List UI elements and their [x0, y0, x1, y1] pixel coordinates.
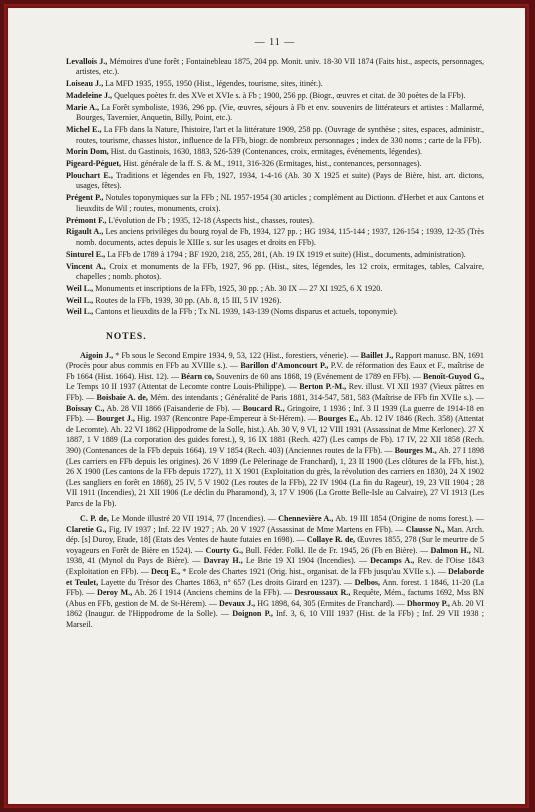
- note-author: Davray H.,: [203, 556, 243, 566]
- notes-section: [66, 351, 484, 631]
- note-text: Man. Arch. dép. [s] Duroy, Etude, 18] (Etats des Ventes de haute futaies en 1698). —: [66, 524, 484, 545]
- entry-author: Weil L.,: [66, 307, 94, 317]
- bibliography-entry: [66, 193, 484, 214]
- bibliography-entry: [66, 227, 484, 248]
- entry-text: La Forêt symboliste, 1936, 296 pp. (Vie, œuvres, séjours à Fb et env. souvenirs de littérateurs et artistes : Mallarmé, Bourges, Tavernier, Anquetin, Billy, Point, etc.).: [76, 102, 484, 123]
- note-author: Bourges M.,: [394, 446, 437, 455]
- bibliography-entry: [66, 147, 484, 158]
- note-text: Ab. 28 VII 1866 (Faisanderie de Fb). —: [104, 403, 243, 413]
- bibliography-entry: [66, 103, 484, 124]
- note-text: Ab. 12 IV 1846 (Rech. 358) (Attentat de Lecomte). Ab. 22 VI 1862 (Hippodrome de la Solle, hist.). Ab. 30 V, 9 VI, 12 VIII 1931 (Assassinat de Mme Kerlonec). 27 X 1887, 1 V 1889 (La corporation des guides forest.), 9, 16 IX 1881 (Rech. 427) (Les camps de Fb). 17 IV, 22 XII 1858 (Rech. 390) (Contenances de la FFb depuis 1664). 19 V 1854 (Rech. 403) (Anciennes routes de la FFb). —: [66, 414, 484, 455]
- bibliography-entry: [66, 284, 484, 295]
- bibliography-entry: [66, 79, 484, 90]
- note-author: Decq E.,: [150, 567, 181, 577]
- note-text: Inf. 3, 6, 10 VIII 1937 (Hist. de la FFb) ; Inf. 29 VII 1938 ; Marseil.: [66, 609, 484, 629]
- entry-author: Prégent P.,: [66, 193, 104, 203]
- entry-author: Madeleine J.,: [66, 90, 113, 100]
- note-author: Barillon d'Amoncourt P.,: [240, 361, 329, 371]
- bibliography-entry: [66, 171, 484, 192]
- note-text: Hig. 1937 (Rencontre Pape-Empereur à St-Hérem). —: [134, 414, 319, 424]
- note-author: Delaborde et Teulet,: [66, 567, 485, 587]
- note-author: C. P. de,: [80, 514, 109, 524]
- note-author: Bourges E.,: [318, 414, 359, 424]
- note-text: Ab. 27 I 1898 (Les carriers en FFb depuis les origines). 26 V 1899 (Le Pèlerinage de Franchard), 1, 23 II 1900 (Les clôtures de la FFb, hist.), 26 X 1900 (Les cantons de la FFb depuis 1727), 11 X 1901 (Exploitation du grès, la révolution des carriers en 1830), 24 X 1902 (Les sangliers en forêt en 1868), 25 IV, 5 V 1902 (Les routes de la FFb), 22 IV 1904 (La fin du Rageur), 19, 23 VII 1904 ; 28 VII 1911 (Incendies), 21 XII 1906 (Le déclin du Pharamond), 3, 17 V 1906 (La Grotte Belle-Isle au Calvaire), 27 VI 1913 (Les Parcs de la Fb).: [66, 446, 484, 508]
- note-text: Rapport manusc. BN, 1691 (Procès pour abus commis en FFb au XVIIIe s.). —: [66, 350, 484, 371]
- bibliography-entry: [66, 216, 484, 227]
- bibliography-entry: [66, 262, 484, 283]
- bibliography-entry: [66, 91, 484, 102]
- note-author: Béarn co,: [181, 371, 214, 381]
- entry-author: Morin Dom,: [66, 147, 109, 157]
- note-author: Delbos,: [354, 577, 381, 587]
- entry-text: Cantons et lieuxdits de la FFb ; Tx NL 1939, 143-139 (Noms disparus et actuels, toponymie).: [93, 307, 398, 317]
- entry-text: Croix et monuments de la FFb, 1927, 96 pp. (Hist., sites, légendes, les 12 croix, ermitages, tables, Calvaire, chapelles ; nomb. photos).: [76, 261, 484, 282]
- note-author: Baillet J.,: [360, 350, 394, 360]
- note-text: Souvenirs de 60 ans 1868, 19 (Evénement de 1789 en FFb). —: [213, 371, 423, 381]
- note-text: Le Brie 19 XI 1904 (Incendies). —: [242, 556, 371, 566]
- entry-text: La FFb dans la Nature, l'histoire, l'art et la littérature 1909, 258 pp. (Ouvrage de synthèse ; sites, espaces, administr., routes, tourisme, chasses histor., influence de la FFb, biogr. de nombreux personnages ; index de 330 noms ; carte de la FFb).: [76, 124, 484, 145]
- note-author: Bourget J.,: [96, 414, 135, 424]
- note-author: Claretie G.,: [66, 524, 107, 534]
- entry-text: La MFD 1935, 1955, 1950 (Hist., légendes, tourisme, sites, itinér.).: [103, 78, 323, 88]
- note-author: Desroussaux R.,: [294, 588, 351, 598]
- note-text: Layette du Trésor des Chartes 1863, n° 657 (Les droits Girard en 1237). —: [98, 577, 355, 587]
- page-content: [66, 38, 484, 635]
- bibliography-entry: [66, 296, 484, 307]
- entry-author: Levallois J.,: [66, 56, 108, 66]
- entry-author: Plouchart E.,: [66, 170, 113, 180]
- entry-author: Vincent A.,: [66, 261, 106, 271]
- note-author: Doignon P.,: [232, 609, 273, 619]
- entry-text: Routes de la FFb, 1939, 30 pp. (Ab. 8, 15 III, 5 IV 1926).: [93, 295, 282, 305]
- entry-author: Michel E.,: [66, 124, 102, 134]
- bibliography-entry: [66, 250, 484, 261]
- note-author: Boisbaie A. de,: [96, 393, 148, 403]
- entry-author: Marie A.,: [66, 102, 99, 112]
- note-text: * Ecole des Chartes 1921 (Orig. hist., organisat. de la FFb jusqu'au XVIIe s.). —: [180, 567, 449, 577]
- note-author: Courty G.,: [205, 545, 243, 555]
- entry-text: Les anciens privilèges du bourg royal de Fb, 1934, 127 pp. ; HG 1934, 115-144 ; 1937, 126-154 ; 1939, 12-35 (Très nomb. documents, actes depuis le XIIIe s. sur les usages et droits en FFb).: [76, 227, 484, 247]
- entry-author: Pigeard-Péguet,: [66, 159, 122, 169]
- note-text: Le Temps 10 II 1937 (Attentat de Lecomte contre Louis-Philippe). —: [66, 382, 300, 392]
- note-text: Gringoire, 1 1936 ; Inf. 3 II 1939 (La guerre de 1914-18 en FFb). —: [66, 403, 484, 424]
- entry-author: Prémont F.,: [66, 215, 107, 225]
- note-author: Decamps A.,: [370, 556, 415, 566]
- note-author: Aigoin J.,: [80, 350, 114, 360]
- notes-paragraph: [66, 514, 484, 631]
- entry-text: Monuments et inscriptions de la FFb, 1925, 30 pp. ; Ab. 30 IX — 27 XI 1925, 6 X 1920.: [93, 283, 383, 293]
- note-text: NL 1938, 41 (Mynol du Pays de Bière). —: [66, 545, 484, 566]
- entry-author: Weil L.,: [66, 283, 94, 293]
- note-text: Mém. des intendants ; Généralité de Paris 1881, 314-547, 581, 583 (Maîtrise de FFb fin XVIIe s.). —: [147, 393, 484, 403]
- entry-text: Hist. générale de la ff. S. & M., 1911, 316-326 (Ermitages, hist., contenances, personnages).: [121, 159, 422, 169]
- bibliography-entry: [66, 307, 484, 318]
- note-author: Boucard R.,: [242, 403, 285, 413]
- note-text: P.V. de réformation des Eaux et F., maîtrise de Fb 1664 (Hist. 1664). Hist. 12). —: [66, 361, 484, 381]
- note-author: Dhormoy P.,: [406, 598, 450, 608]
- note-author: Clausse N.,: [405, 524, 445, 534]
- note-text: HG 1898, 64, 305 (Ermites de Franchard). —: [255, 598, 407, 608]
- entry-text: Hist. du Gastinois, 1630, 1883, 526-539 (Contenances, croix, ermitages, événements, légendes).: [108, 147, 423, 157]
- bibliography-list: [66, 57, 484, 318]
- note-text: Le Monde illustré 20 VII 1914, 77 (Incendies). —: [108, 514, 279, 524]
- page-number: — 11 —: [254, 37, 296, 48]
- note-text: Bull. Féder. Folkl. Ile de Fr. 1945, 26 (Fb en Bière). —: [243, 545, 431, 555]
- entry-text: La FFb de 1789 à 1794 ; BF 1920, 218, 255, 281, (Ab. 19 IX 1919 et suite) (Hist., documents, administration).: [105, 249, 466, 259]
- entry-author: Sinturel E.,: [66, 249, 106, 259]
- note-author: Deroy M.,: [97, 588, 133, 598]
- note-text: Œuvres 1855, 278 (Sur le meurtre de 5 voyageurs en Forêt de Bière en 1524). —: [66, 535, 485, 555]
- note-text: Rev. de l'Oise 1843 (Exploitation en FFb). —: [66, 556, 484, 577]
- note-author: Boissay C.,: [66, 403, 105, 413]
- note-text: Rev. illust. VI XII 1937 (Vieux pâtres en FFb). —: [66, 382, 484, 403]
- bibliography-entry: [66, 159, 484, 170]
- entry-text: L'évolution de Fb ; 1935, 12-18 (Aspects hist., chasses, routes).: [106, 215, 314, 225]
- entry-author: Rigault A.,: [66, 227, 104, 237]
- notes-paragraph: [66, 351, 484, 510]
- note-author: Collaye R. de,: [306, 535, 356, 545]
- note-author: Devaux J.,: [218, 598, 256, 608]
- note-text: Ab. 20 VI 1862 (Inaugur. de l'Hippodrome de la Solle). —: [66, 598, 485, 619]
- note-text: Fig. IV 1937 ; Inf. 22 IV 1927 ; Ab. 20 V 1927 (Assassinat de Mme Martens en FFb). —: [106, 524, 406, 534]
- entry-text: Quelques poètes fr. des XVe et XVIe s. à Fb ; 1900, 256 pp. (Biogr., œuvres et citat. de 30 poètes de la FFb).: [112, 90, 466, 100]
- entry-text: Traditions et légendes en Fb, 1927, 1934, 1-4-16 (Ab. 30 X 1925 et suite) (Pays de Bière, hist. art. dictons, usages, fêtes).: [76, 170, 484, 191]
- entry-text: Notules toponymiques sur la FFb ; NL 1957-1954 (30 articles ; complément au Dictionn. d'Herbet et aux Cantons et lieuxdits de Wil ; routes, monuments, croix).: [76, 193, 484, 213]
- notes-heading: NOTES.: [106, 332, 147, 343]
- note-text: Ann. forest. 1 1846, 11-20 (La FFb). —: [66, 577, 484, 598]
- note-author: Benoît-Guyod G.,: [422, 371, 484, 381]
- bibliography-entry: [66, 57, 484, 78]
- note-author: Berton P.-M.,: [299, 382, 347, 392]
- note-author: Dalmon H.,: [430, 545, 471, 555]
- entry-author: Weil L.,: [66, 295, 94, 305]
- note-text: Requête, Mém., factums 1692, Mss BN (Abus en FFb, gestion de M. de St-Hérem). —: [66, 588, 484, 608]
- entry-author: Loiseau J.,: [66, 78, 104, 88]
- bibliography-entry: [66, 125, 484, 146]
- note-text: * Fb sous le Second Empire 1934, 9, 53, 122 (Hist., forestiers, vénerie). —: [113, 350, 361, 360]
- note-text: Ab. 26 I 1914 (Anciens chemins de la FFb). —: [132, 588, 295, 598]
- note-author: Chennevière A.,: [278, 514, 334, 524]
- note-text: Ab. 19 III 1854 (Origine de noms forest.). —: [333, 514, 484, 524]
- document-page: [8, 8, 525, 804]
- entry-text: Mémoires d'une forêt ; Fontainebleau 1875, 204 pp. Monit. univ. 18-30 VII 1874 (Faits hist., aspects, personnages, artistes, etc.).: [76, 56, 484, 77]
